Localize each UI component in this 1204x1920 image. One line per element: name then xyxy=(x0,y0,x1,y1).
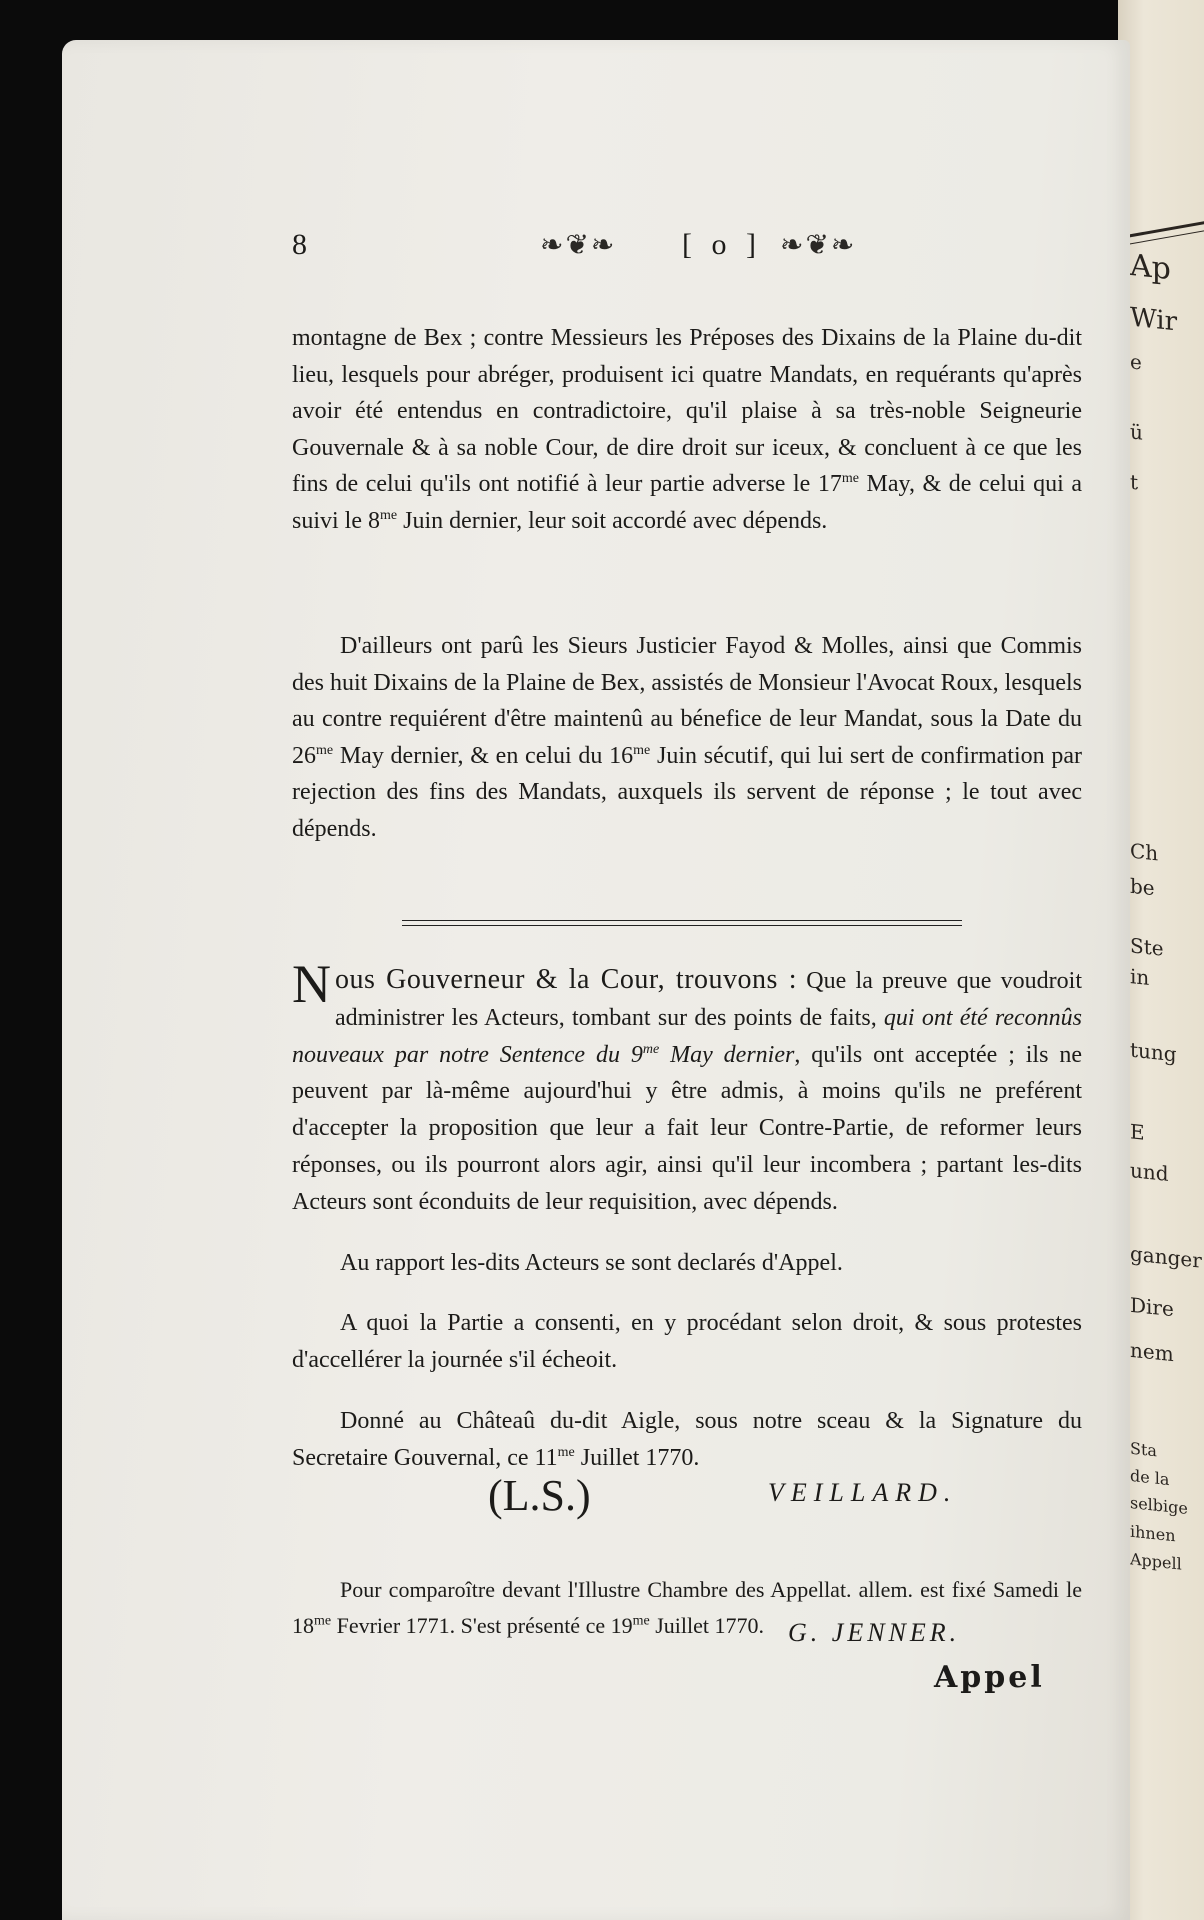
adjacent-fragment: E xyxy=(1130,1119,1145,1145)
adjacent-fragment: ganger xyxy=(1130,1241,1202,1273)
superscript: me xyxy=(380,507,398,523)
page-header xyxy=(292,228,932,278)
ornament-right-icon: ❧❦❧ xyxy=(780,230,857,261)
paragraph-1-text: montagne de Bex ; contre Messieurs les Préposes des Dixains de la Plaine du-dit lieu, lesquels pour abréger, produisent ici quatre Mandats, en requérants qu'après avoir été entendus en contradictoire, qu'il plaise à sa très-noble Seigneurie Gouvernale & à sa noble Cour, de dire droit sur iceux, & concluent à ce que les fins de celui qu'ils ont notifié à leur partie adverse le 17 xyxy=(292,325,1082,498)
consent-line: A quoi la Partie a consenti, en y procédant selon droit, & sous protestes d'accellérer la journée s'il écheoit. xyxy=(292,1310,1082,1374)
paragraph-2-text: D'ailleurs ont parû les Sieurs Justicier Fayod & Molles, ainsi que Commis des huit Dixains de la Plaine de Bex, assistés de Monsieur l'Avocat Roux, lesquels au contre requiérent d'être maintenû au bénefice de leur Mandat, sous la Date du 26 xyxy=(292,633,1082,769)
page-number: 8 xyxy=(292,228,307,261)
ruling-text: Que la preuve que voudroit administrer les Acteurs, tombant sur des points de faits, xyxy=(335,968,1082,1031)
ruling-text: , qu'ils ont acceptée ; ils ne peuvent par là-même aujourd'hui y être admis, à moins qu'ils ne preférent d'accepter la proposition que leur a fait leur Contre-Partie, de reformer leurs réponses, ou ils pourront alors agir, ainsi qu'il leur incombera ; partant les-dits Acteurs sont éconduits de leur requisition, avec dépends. xyxy=(292,1041,1082,1215)
adjacent-fragment: be xyxy=(1130,873,1155,901)
adjacent-fragment: und xyxy=(1130,1157,1169,1187)
appeal-line: Au rapport les-dits Acteurs se sont declarés d'Appel. xyxy=(340,1249,843,1276)
superscript: me xyxy=(557,1444,575,1460)
paragraph-2 xyxy=(292,628,1082,848)
adjacent-fragment: ü xyxy=(1130,419,1143,445)
ruling-italic: May dernier xyxy=(659,1041,795,1068)
adjacent-fragment: t xyxy=(1130,469,1139,495)
drop-cap: N xyxy=(292,954,331,1014)
signature-name: VEILLARD. xyxy=(768,1478,958,1507)
ruling-lead: ous Gouverneur & la Cour, trouvons : xyxy=(335,964,797,995)
document-page xyxy=(62,40,1130,1920)
ornament-left-icon: ❧❦❧ xyxy=(540,230,617,261)
superscript: me xyxy=(841,471,859,487)
adjacent-fragment: Appell xyxy=(1130,1549,1182,1574)
catchword: Appel xyxy=(934,1660,1045,1695)
note-text: Juillet 1770. xyxy=(649,1613,764,1638)
adjacent-fragment: Ste xyxy=(1130,933,1164,961)
adjacent-fragment: in xyxy=(1130,963,1150,991)
superscript: me xyxy=(314,1613,332,1629)
adjacent-fragment: selbige xyxy=(1130,1492,1188,1519)
given-line: Donné au Châteaû du-dit Aigle, sous notre sceau & la Signature du Secretaire Gouvernal, ce 11 xyxy=(292,1407,1082,1471)
superscript: me xyxy=(642,1041,660,1057)
signature-row xyxy=(292,1470,1082,1530)
adjacent-page-rule xyxy=(1126,221,1204,245)
seal-mark: (L.S.) xyxy=(488,1471,591,1520)
note-text: Pour comparoître devant l'Illustre Chambre des Appellat. allem. est fixé Samedi le 18 xyxy=(292,1577,1082,1638)
adjacent-page xyxy=(1118,0,1204,1920)
superscript: me xyxy=(633,742,651,758)
paragraph-2-text: May dernier, & en celui du 16 xyxy=(333,742,634,769)
note-text: Fevrier 1771. S'est présenté ce 19 xyxy=(331,1613,633,1638)
adjacent-fragment: tung xyxy=(1130,1037,1177,1067)
header-bracket: [ o ] xyxy=(682,228,762,261)
adjacent-fragment: de la xyxy=(1130,1465,1170,1490)
paragraph-1-text: Juin dernier, leur soit accordé avec dépends. xyxy=(397,507,828,534)
adjacent-fragment: Ap xyxy=(1130,247,1171,288)
paragraph-1 xyxy=(292,320,1082,540)
superscript: me xyxy=(632,1613,650,1629)
adjacent-fragment: ihnen xyxy=(1130,1521,1176,1546)
ruling-italic: qui ont été reconnûs nouveaux par notre Sentence du 9 xyxy=(292,1004,1082,1068)
adjacent-fragment: Sta xyxy=(1130,1438,1157,1461)
adjacent-fragment: Ch xyxy=(1130,838,1159,866)
summons-note xyxy=(292,1550,1082,1666)
adjacent-fragment: nem xyxy=(1130,1337,1174,1367)
paragraph-1-text: May, & de celui qui a suivi le 8 xyxy=(292,471,1082,534)
adjacent-fragment: e xyxy=(1130,349,1142,375)
section-divider xyxy=(402,920,962,926)
court-ruling xyxy=(292,938,1082,1501)
adjacent-fragment: Wir xyxy=(1130,302,1178,338)
given-line: Juillet 1770. xyxy=(574,1444,700,1471)
superscript: me xyxy=(316,742,334,758)
note-signer: G. JENNER. xyxy=(788,1618,961,1647)
adjacent-fragment: Dire xyxy=(1130,1292,1174,1322)
paragraph-2-text: Juin sécutif, qui lui sert de confirmation par rejection des fins des Mandats, auxquels ils servent de réponse ; le tout avec dépends. xyxy=(292,742,1082,842)
